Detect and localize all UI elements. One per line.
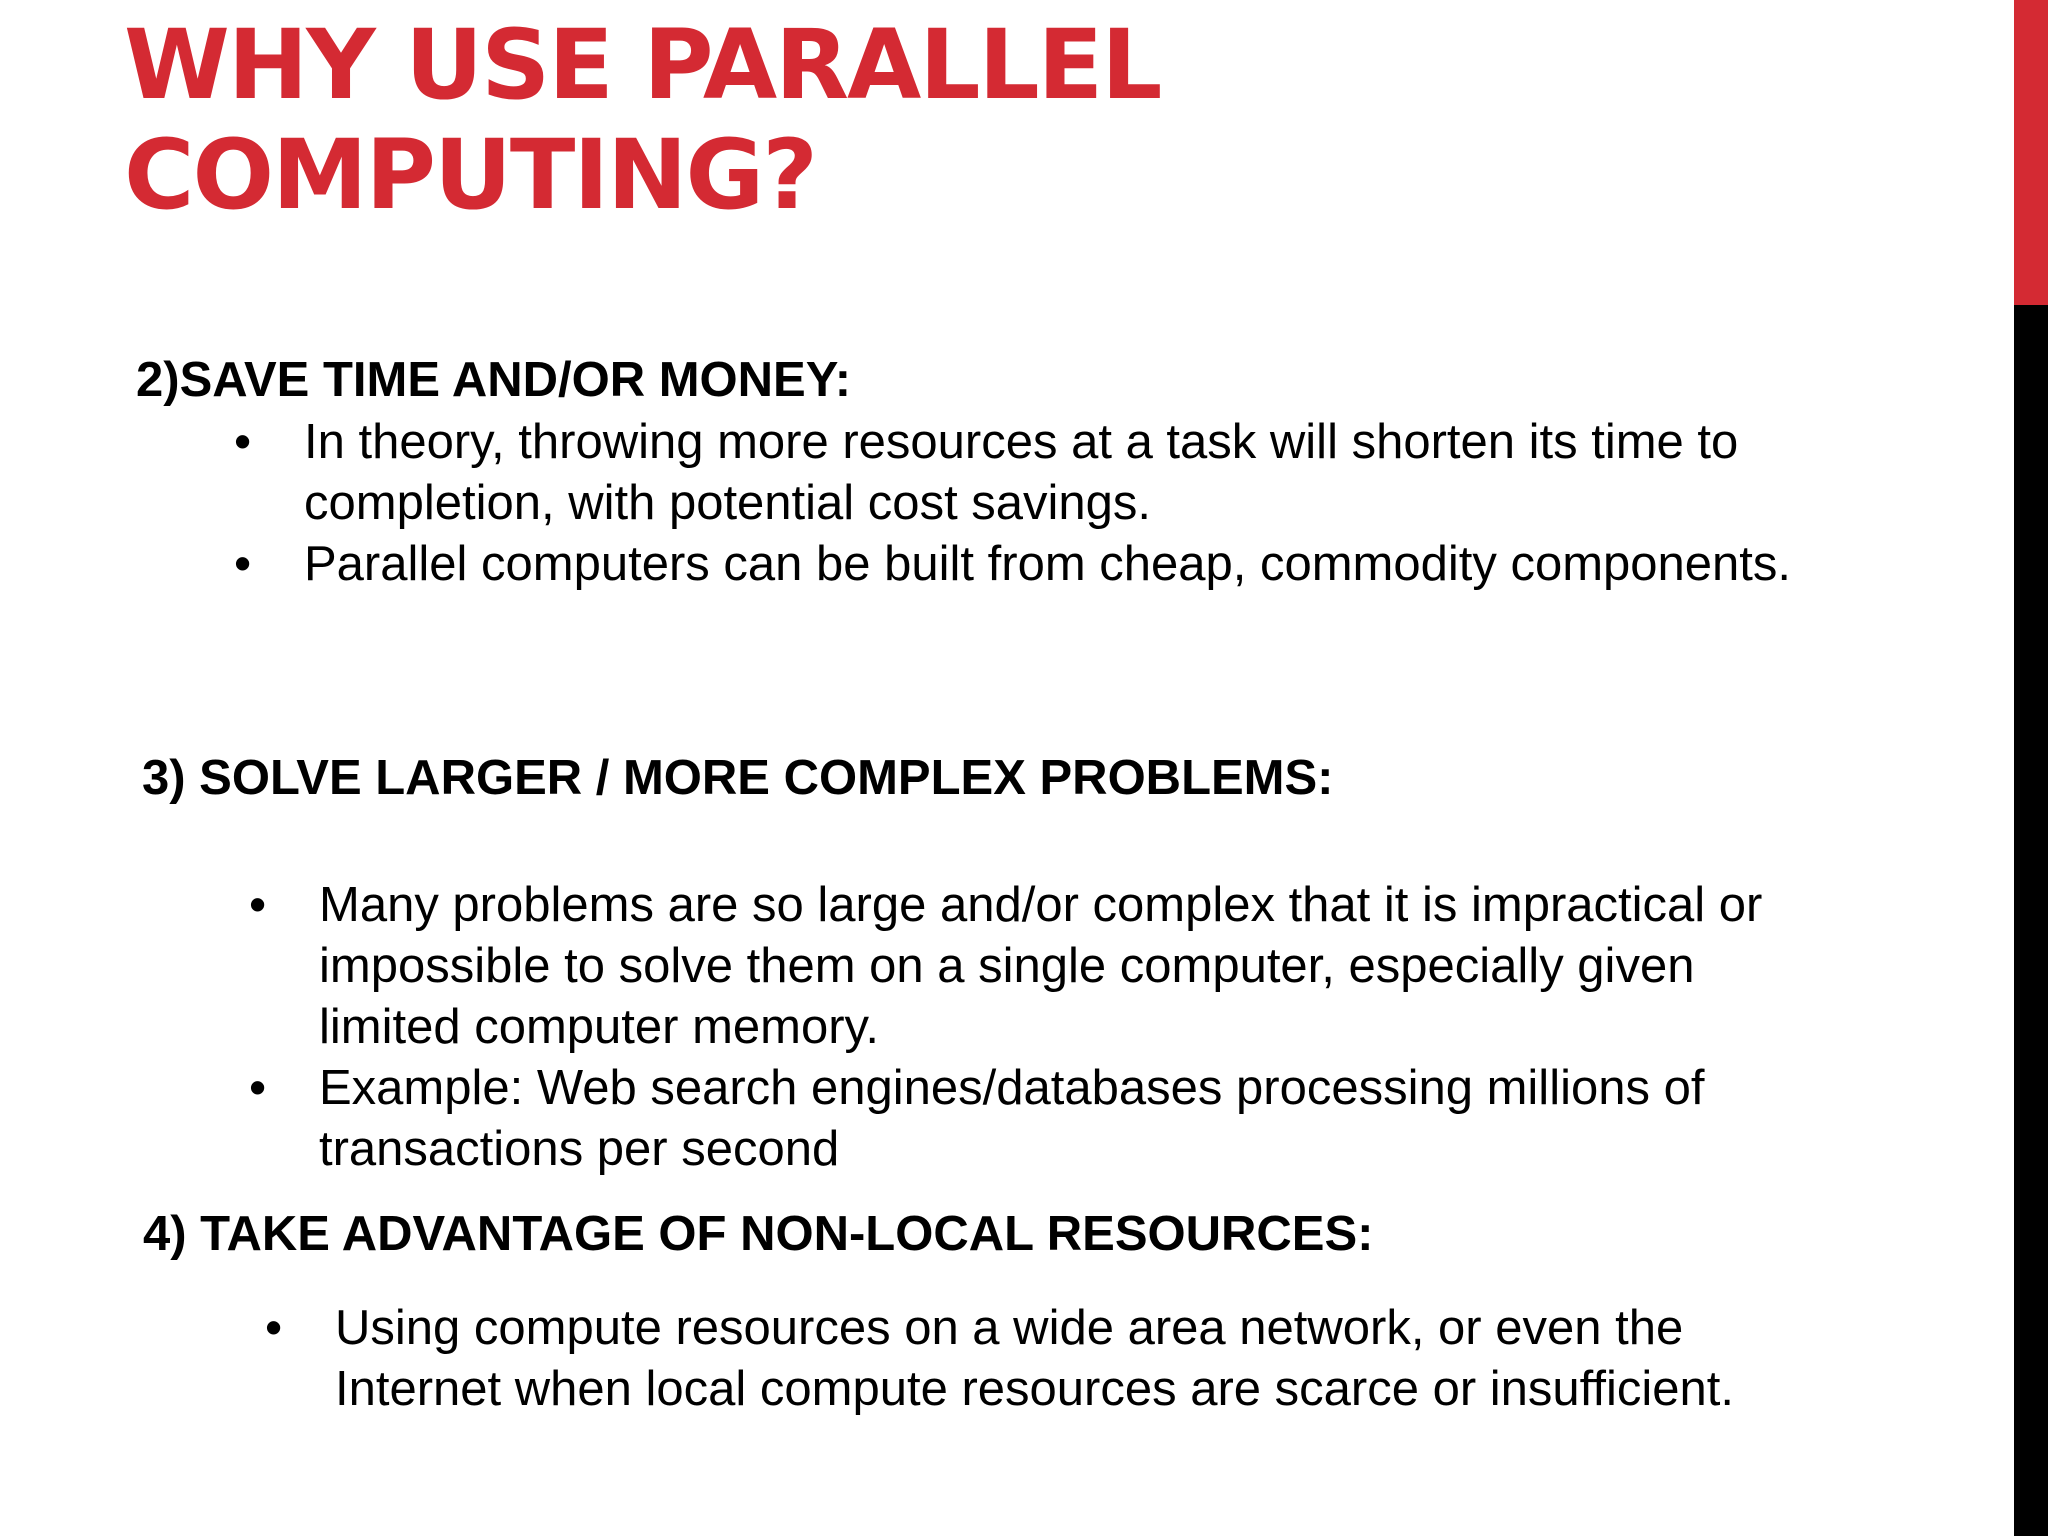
slide-title: WHY USE PARALLEL COMPUTING?	[124, 9, 1161, 231]
bullet-item	[265, 1298, 1855, 1420]
bullet-glyph: •	[249, 878, 267, 932]
accent-bar-red	[2014, 0, 2048, 305]
accent-bar-black	[2014, 305, 2048, 1536]
bullet-list-non-local	[265, 1298, 1855, 1420]
bullet-list-larger-problems	[249, 875, 1839, 1180]
section-heading-save-time: 2)SAVE TIME AND/OR MONEY:	[136, 353, 852, 407]
bullet-text: Many problems are so large and/or complex that it is impractical or impossible to solve them on a single computer, especially given limited computer memory.	[319, 878, 1763, 1054]
bullet-item	[234, 534, 1854, 595]
section-heading-larger-problems: 3) SOLVE LARGER / MORE COMPLEX PROBLEMS:	[142, 751, 1334, 805]
bullet-item	[249, 875, 1839, 1058]
bullet-text: Using compute resources on a wide area network, or even the Internet when local compute resources are scarce or insufficient.	[335, 1301, 1735, 1416]
bullet-glyph: •	[234, 415, 252, 469]
bullet-text: In theory, throwing more resources at a task will shorten its time to completion, with potential cost savings.	[304, 415, 1739, 530]
section-heading-non-local: 4) TAKE ADVANTAGE OF NON-LOCAL RESOURCES:	[143, 1207, 1374, 1261]
bullet-glyph: •	[234, 537, 252, 591]
bullet-glyph: •	[249, 1061, 267, 1115]
bullet-item	[249, 1058, 1839, 1180]
bullet-glyph: •	[265, 1301, 283, 1355]
bullet-list-save-time	[234, 412, 1854, 595]
bullet-item	[234, 412, 1854, 534]
bullet-text: Example: Web search engines/databases processing millions of transactions per second	[319, 1061, 1705, 1176]
bullet-text: Parallel computers can be built from cheap, commodity components.	[304, 537, 1792, 591]
